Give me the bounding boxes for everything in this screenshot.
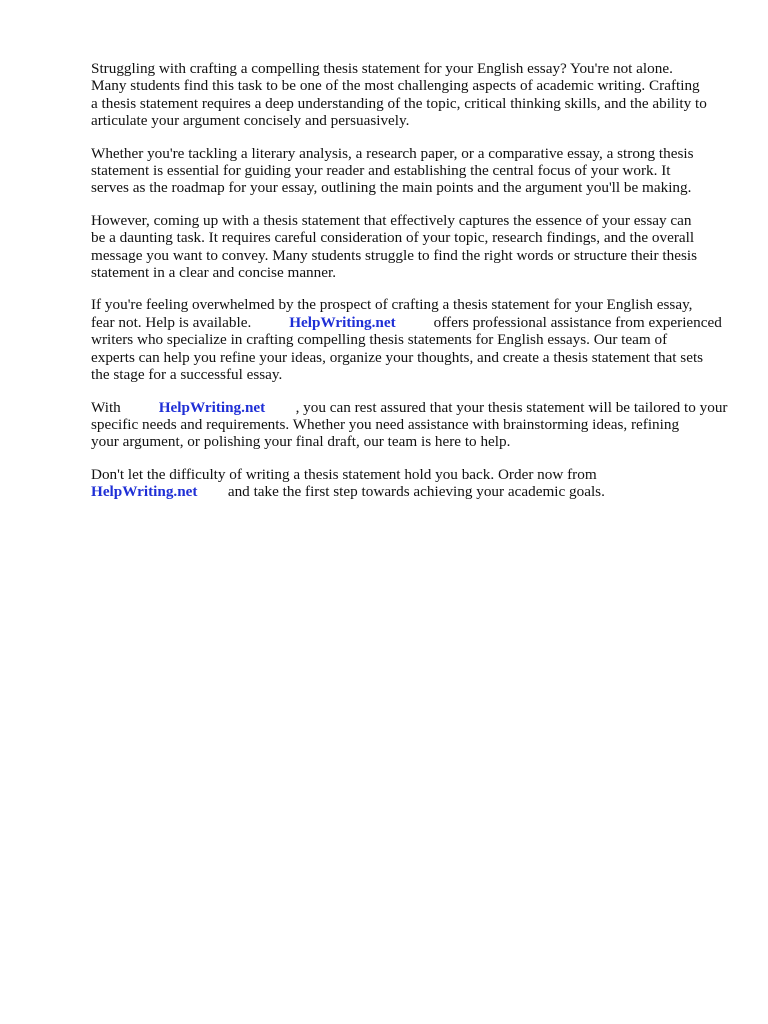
- paragraph-cta-text-before: Don't let the difficulty of writing a thesis statement hold you back. Order now from: [91, 465, 597, 483]
- paragraph-help-available: [91, 296, 731, 383]
- paragraph-essay-types: Whether you're tackling a literary analysis, a research paper, or a comparative essay, a strong thesis statement is essential for guiding your reader and establishing the central focus of your work. It serves as the roadmap for your essay, outlining the main points and the argument you'll be making.: [91, 144, 694, 197]
- helpwriting-link[interactable]: HelpWriting.net: [289, 313, 396, 331]
- paragraph-call-to-action: [91, 466, 731, 501]
- paragraph-tailored-text-after: , you can rest assured that your thesis statement will be tailored to your specific needs and requirements. Whether you need assistance with brainstorming ideas, refining your argument, or polishing your final draft, our team is here to help.: [91, 398, 728, 451]
- paragraph-intro: Struggling with crafting a compelling thesis statement for your English essay? You're not alone. Many students find this task to be one of the most challenging aspects of academic writing. Crafting a thesis statement requires a deep understanding of the topic, critical thinking skills, and the ability to articulate your argument concisely and persuasively.: [91, 60, 707, 130]
- paragraph-difficulty: However, coming up with a thesis statement that effectively captures the essence of your essay can be a daunting task. It requires careful consideration of your topic, research findings, and the overall message you want to convey. Many students struggle to find the right words or structure their thesis statement in a clear and concise manner.: [91, 211, 697, 282]
- paragraph-tailored-text-before: With: [91, 398, 121, 416]
- paragraph-cta-text-after: and take the first step towards achieving your academic goals.: [227, 483, 605, 501]
- paragraph-help-text-before: If you're feeling overwhelmed by the prospect of crafting a thesis statement for your English essay, fear not. Help is available.: [91, 296, 693, 331]
- paragraph-help-text-after: offers professional assistance from experienced writers who specialize in crafting compelling thesis statements for English essays. Our team of experts can help you refine your ideas, organize your thoughts, and create a thesis statement that sets the stage for a successful essay.: [91, 313, 722, 384]
- document-body: [91, 60, 731, 516]
- paragraph-tailored: [91, 399, 731, 451]
- helpwriting-link[interactable]: HelpWriting.net: [158, 398, 266, 416]
- helpwriting-link[interactable]: HelpWriting.net: [91, 483, 198, 501]
